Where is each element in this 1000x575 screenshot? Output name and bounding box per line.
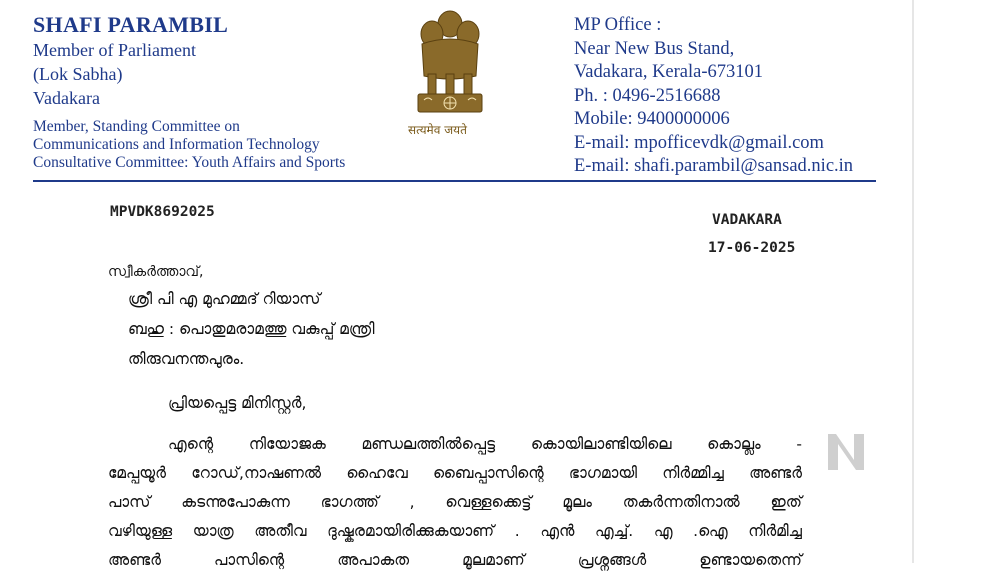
body-word: തകർന്നതിനാൽ xyxy=(622,493,740,511)
letterhead-left xyxy=(33,12,228,110)
body-word: ദുഷ്കരമായിരിക്കുകയാണ് xyxy=(327,522,495,540)
body-word: ഹൈവേ xyxy=(346,464,408,482)
body-word: ഉണ്ടായതെന്ന് xyxy=(699,551,802,569)
page-edge xyxy=(912,0,914,563)
body-word: കടന്നുപോകുന്ന xyxy=(181,493,290,511)
body-word: വഴിയുള്ള xyxy=(108,522,173,540)
body-word: മേപ്പയൂർ xyxy=(108,464,166,482)
body-word: അതീവ xyxy=(254,522,307,540)
body-line xyxy=(108,459,802,488)
body-word: ഭാഗമായി xyxy=(568,464,637,482)
body-word: ബൈപ്പാസിന്റെ xyxy=(433,464,544,482)
body-word: പ്രശ്നങ്ങൾ xyxy=(577,551,647,569)
letter-date: 17-06-2025 xyxy=(708,240,796,256)
letterhead-divider xyxy=(33,180,876,182)
emblem-motto: सत्यमेव जयते xyxy=(408,123,467,137)
body-line xyxy=(108,430,802,459)
body-word: യാത്ര xyxy=(192,522,234,540)
body-word: അണ്ടർ xyxy=(749,464,802,482)
mp-name: SHAFI PARAMBIL xyxy=(33,12,229,37)
body-word: എച്ച്. xyxy=(595,522,634,540)
body-word: . xyxy=(514,522,520,540)
body-word: മണ്ഡലത്തിൽപ്പെട്ട xyxy=(361,435,496,453)
body-word: എ xyxy=(653,522,673,540)
body-word: കൊല്ലം xyxy=(707,435,761,453)
mp-constituency: Vadakara xyxy=(33,88,100,108)
body-word: റോഡ്,നാഷണൽ xyxy=(191,464,322,482)
body-word: .ഐ xyxy=(693,522,728,540)
body-word: ഭാഗത്ത് xyxy=(320,493,379,511)
body-line xyxy=(108,488,802,517)
reference-number: MPVDK8692025 xyxy=(110,204,215,220)
body-word: നിയോജക xyxy=(248,435,326,453)
office-mobile: Mobile: 9400000006 xyxy=(574,109,730,129)
body-word: വെള്ളക്കെട്ട് xyxy=(445,493,532,511)
office-address-2: Vadakara, Kerala-673101 xyxy=(574,62,764,82)
committee-line-1: Member, Standing Committee on xyxy=(33,118,240,135)
body-line xyxy=(108,517,802,546)
body-word: അണ്ടർ xyxy=(108,551,161,569)
office-email-1[interactable]: E-mail: mpofficevdk@gmail.com xyxy=(574,132,824,153)
body-word: , xyxy=(409,493,415,511)
letter-body xyxy=(108,430,802,575)
committee-block xyxy=(33,118,345,172)
body-line xyxy=(108,546,802,575)
recipient-name: ശ്രീ പി എ മുഹമ്മദ് റിയാസ് xyxy=(128,290,321,308)
body-word: കൊയിലാണ്ടിയിലെ xyxy=(530,435,672,453)
body-word: മൂലമാണ് xyxy=(462,551,525,569)
office-heading: MP Office : xyxy=(574,15,662,35)
body-word: - xyxy=(796,435,802,453)
recipient-city: തിരുവനന്തപുരം. xyxy=(128,350,245,368)
office-email-2[interactable]: E-mail: shafi.parambil@sansad.nic.in xyxy=(574,156,854,176)
body-word: പാസിന്റെ xyxy=(214,551,285,569)
letter-place: VADAKARA xyxy=(712,212,782,228)
office-address-1: Near New Bus Stand, xyxy=(574,38,735,59)
body-word: നിർമിച്ച xyxy=(748,522,802,540)
body-word: നിർമ്മിച്ച xyxy=(662,464,724,482)
office-phone: Ph. : 0496-2516688 xyxy=(574,85,721,106)
letterhead-right xyxy=(574,14,853,179)
mp-house: (Lok Sabha) xyxy=(33,64,123,84)
body-word: പാസ് xyxy=(108,493,151,511)
body-word: എന്റെ xyxy=(168,435,214,453)
watermark-logo-icon xyxy=(824,430,868,474)
body-word: എൻ xyxy=(540,522,575,540)
salutation: പ്രിയപ്പെട്ട മിനിസ്റ്റർ, xyxy=(168,394,307,412)
committee-line-3: Consultative Committee: Youth Affairs and Sports xyxy=(33,154,346,171)
body-word: ഇത് xyxy=(770,493,802,511)
national-emblem-icon xyxy=(404,4,496,134)
recipient-label: സ്വീകർത്താവ്, xyxy=(108,264,204,280)
body-word: മൂലം xyxy=(562,493,592,511)
body-word: അപാകത xyxy=(337,551,410,569)
mp-designation: Member of Parliament xyxy=(33,40,196,60)
committee-line-2: Communications and Information Technology xyxy=(33,136,320,153)
recipient-title: ബഹു : പൊതുമരാമത്തു വകുപ്പ് മന്ത്രി xyxy=(128,320,375,338)
